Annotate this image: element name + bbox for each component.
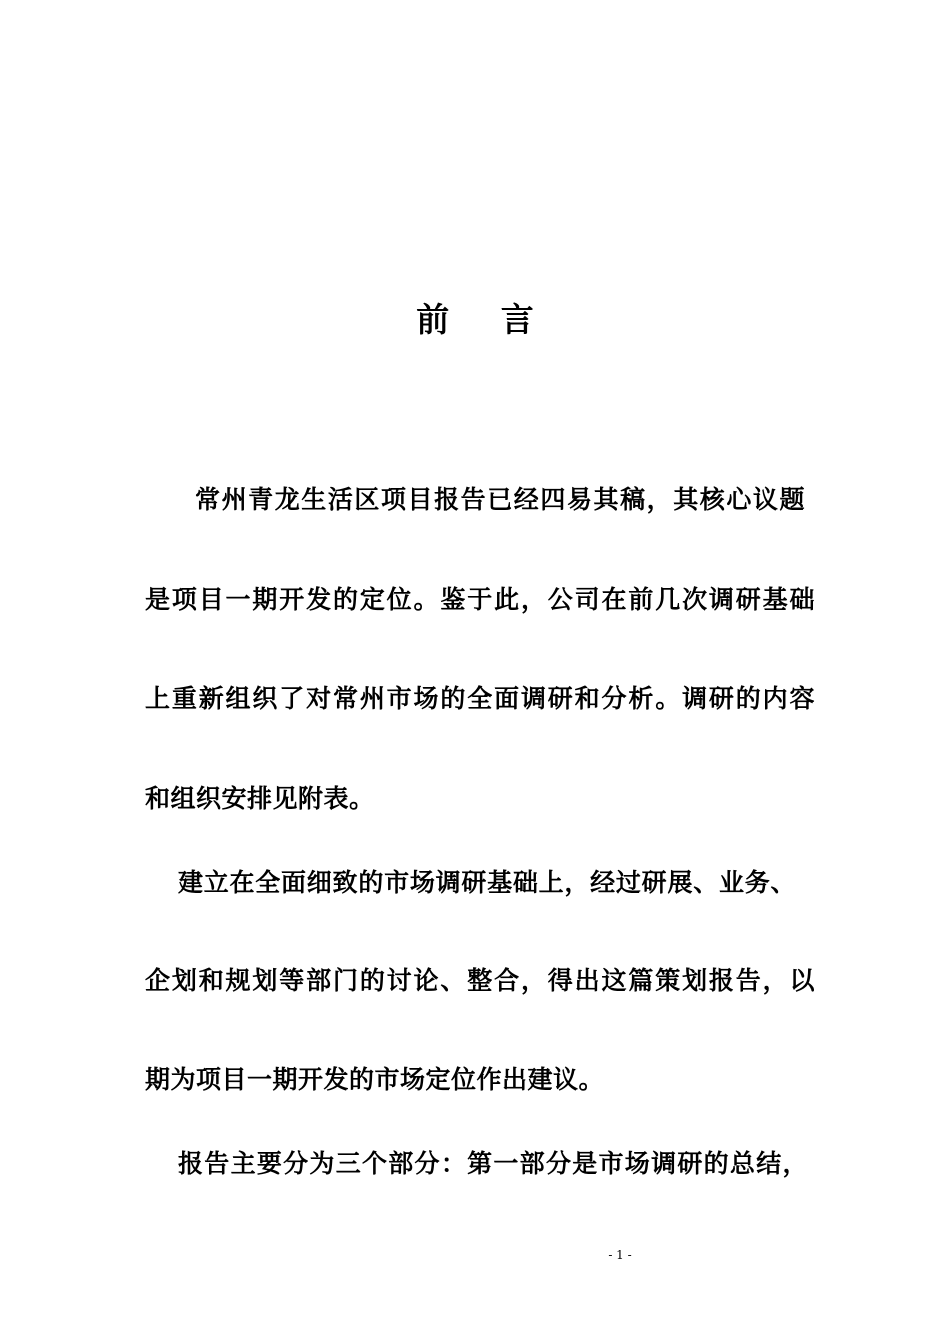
paragraph-2-line-3: 期为项目一期开发的市场定位作出建议。: [145, 1065, 605, 1094]
paragraph-1-line-4: 和组织安排见附表。: [145, 784, 375, 813]
paragraph-3-line-1: 报告主要分为三个部分：第一部分是市场调研的总结，: [178, 1149, 808, 1178]
page-number: - 1 -: [608, 1248, 632, 1262]
paragraph-1-line-2: 是项目一期开发的定位。鉴于此，公司在前几次调研基础: [145, 585, 815, 614]
paragraph-1-line-1: 常州青龙生活区项目报告已经四易其稿，其核心议题: [195, 485, 805, 514]
page-title: 前 言: [416, 300, 554, 339]
paragraph-1-line-3: 上重新组织了对常州市场的全面调研和分析。调研的内容: [145, 684, 815, 713]
paragraph-2-line-2: 企划和规划等部门的讨论、整合，得出这篇策划报告，以: [145, 966, 815, 995]
paragraph-2-line-1: 建立在全面细致的市场调研基础上，经过研展、业务、: [178, 868, 796, 897]
